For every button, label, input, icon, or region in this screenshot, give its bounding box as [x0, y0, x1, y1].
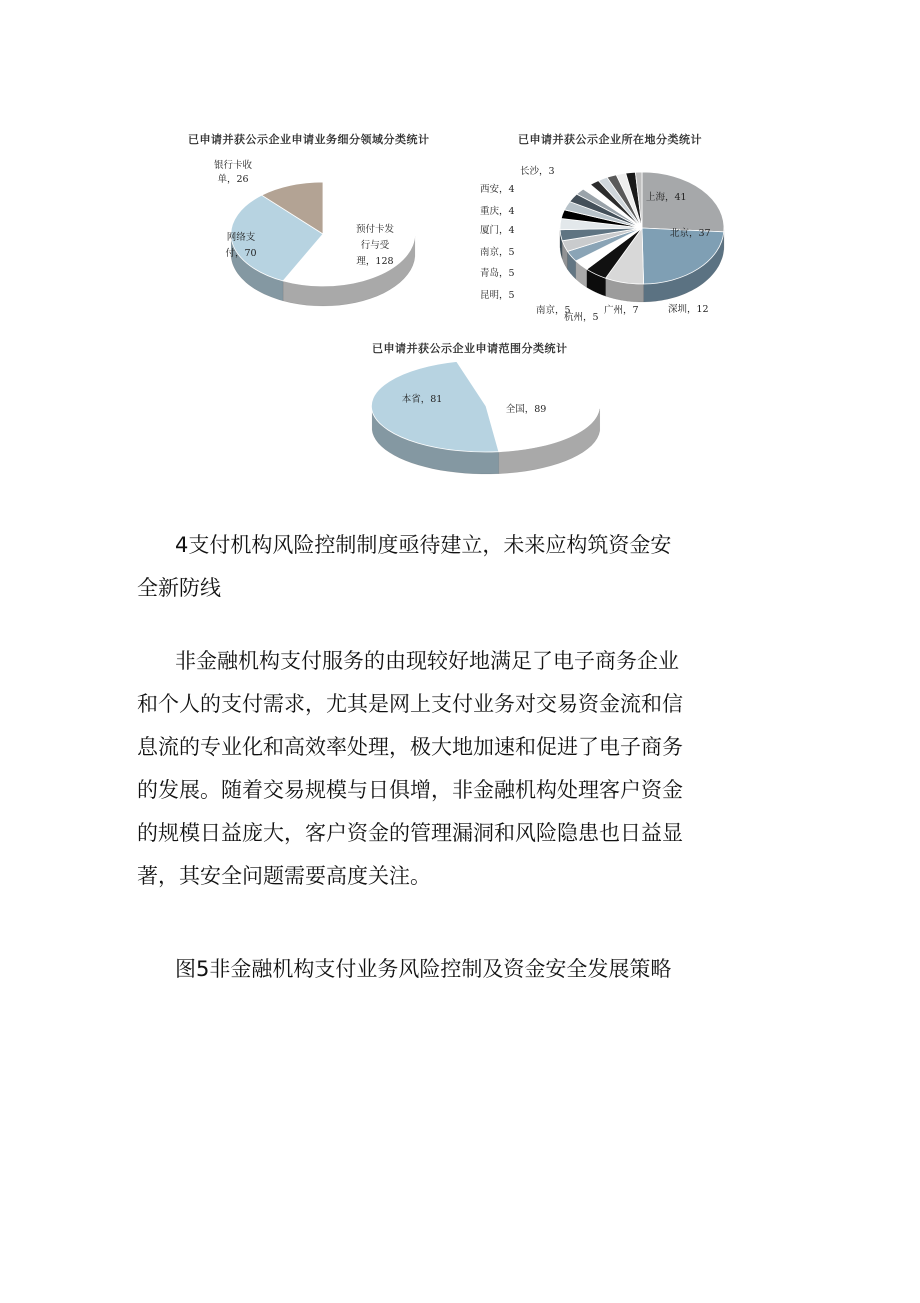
slice-label: 网络支付，70: [225, 232, 257, 259]
slice-label: 西安，4: [480, 184, 515, 195]
body-line: 非金融机构支付服务的由现较好地满足了电子商务企业: [175, 649, 679, 673]
slice-label: 长沙，3: [520, 166, 555, 177]
slice-label: 南京，5: [536, 305, 571, 316]
slice-label: 昆明，5: [480, 290, 515, 301]
chart3-title: 已申请并获公示企业申请范围分类统计: [372, 342, 568, 355]
heading-line: 全新防线: [137, 576, 221, 600]
body-line: 著，其安全问题需要高度关注。: [137, 864, 431, 888]
slice-label: 深圳，12: [668, 304, 709, 315]
slice-label: 重庆，4: [480, 206, 515, 217]
caption-line: 图5非金融机构支付业务风险控制及资金安全发展策略: [175, 957, 672, 981]
chart3-pie: [368, 358, 608, 498]
figure-caption: [137, 948, 697, 991]
slice-label: 本省，81: [401, 394, 443, 405]
slice-label: 银行卡收单，26: [213, 160, 253, 185]
body-paragraph: [137, 640, 697, 898]
heading-line: 4支付机构风险控制制度亟待建立，未来应构筑资金安: [175, 533, 672, 557]
slice-label: 北京，37: [670, 228, 711, 239]
chart2-pie: [470, 160, 740, 330]
body-line: 和个人的支付需求，尤其是网上支付业务对交易资金流和信: [137, 692, 683, 716]
body-line: 的发展。随着交易规模与日俱增，非金融机构处理客户资金: [137, 778, 683, 802]
chart2-title: 已申请并获公示企业所在地分类统计: [518, 133, 702, 146]
slice-label: 杭州，5: [564, 312, 599, 323]
body-line: 息流的专业化和高效率处理，极大地加速和促进了电子商务: [137, 735, 683, 759]
section-heading: [137, 524, 697, 610]
slice-label: 南京，5: [480, 247, 515, 258]
slice-label: 全国，89: [505, 404, 547, 415]
body-line: 的规模日益庞大，客户资金的管理漏洞和风险隐患也日益显: [137, 821, 683, 845]
slice-label: 厦门，4: [480, 225, 515, 236]
chart1-title: 已申请并获公示企业申请业务细分领域分类统计: [188, 133, 430, 146]
chart1-pie: [213, 160, 445, 330]
slice-label: 上海，41: [646, 192, 687, 203]
slice-label: 广州，7: [604, 305, 639, 316]
slice-label: 预付卡发行与受理，128: [355, 224, 395, 267]
slice-label: 青岛，5: [480, 268, 515, 279]
